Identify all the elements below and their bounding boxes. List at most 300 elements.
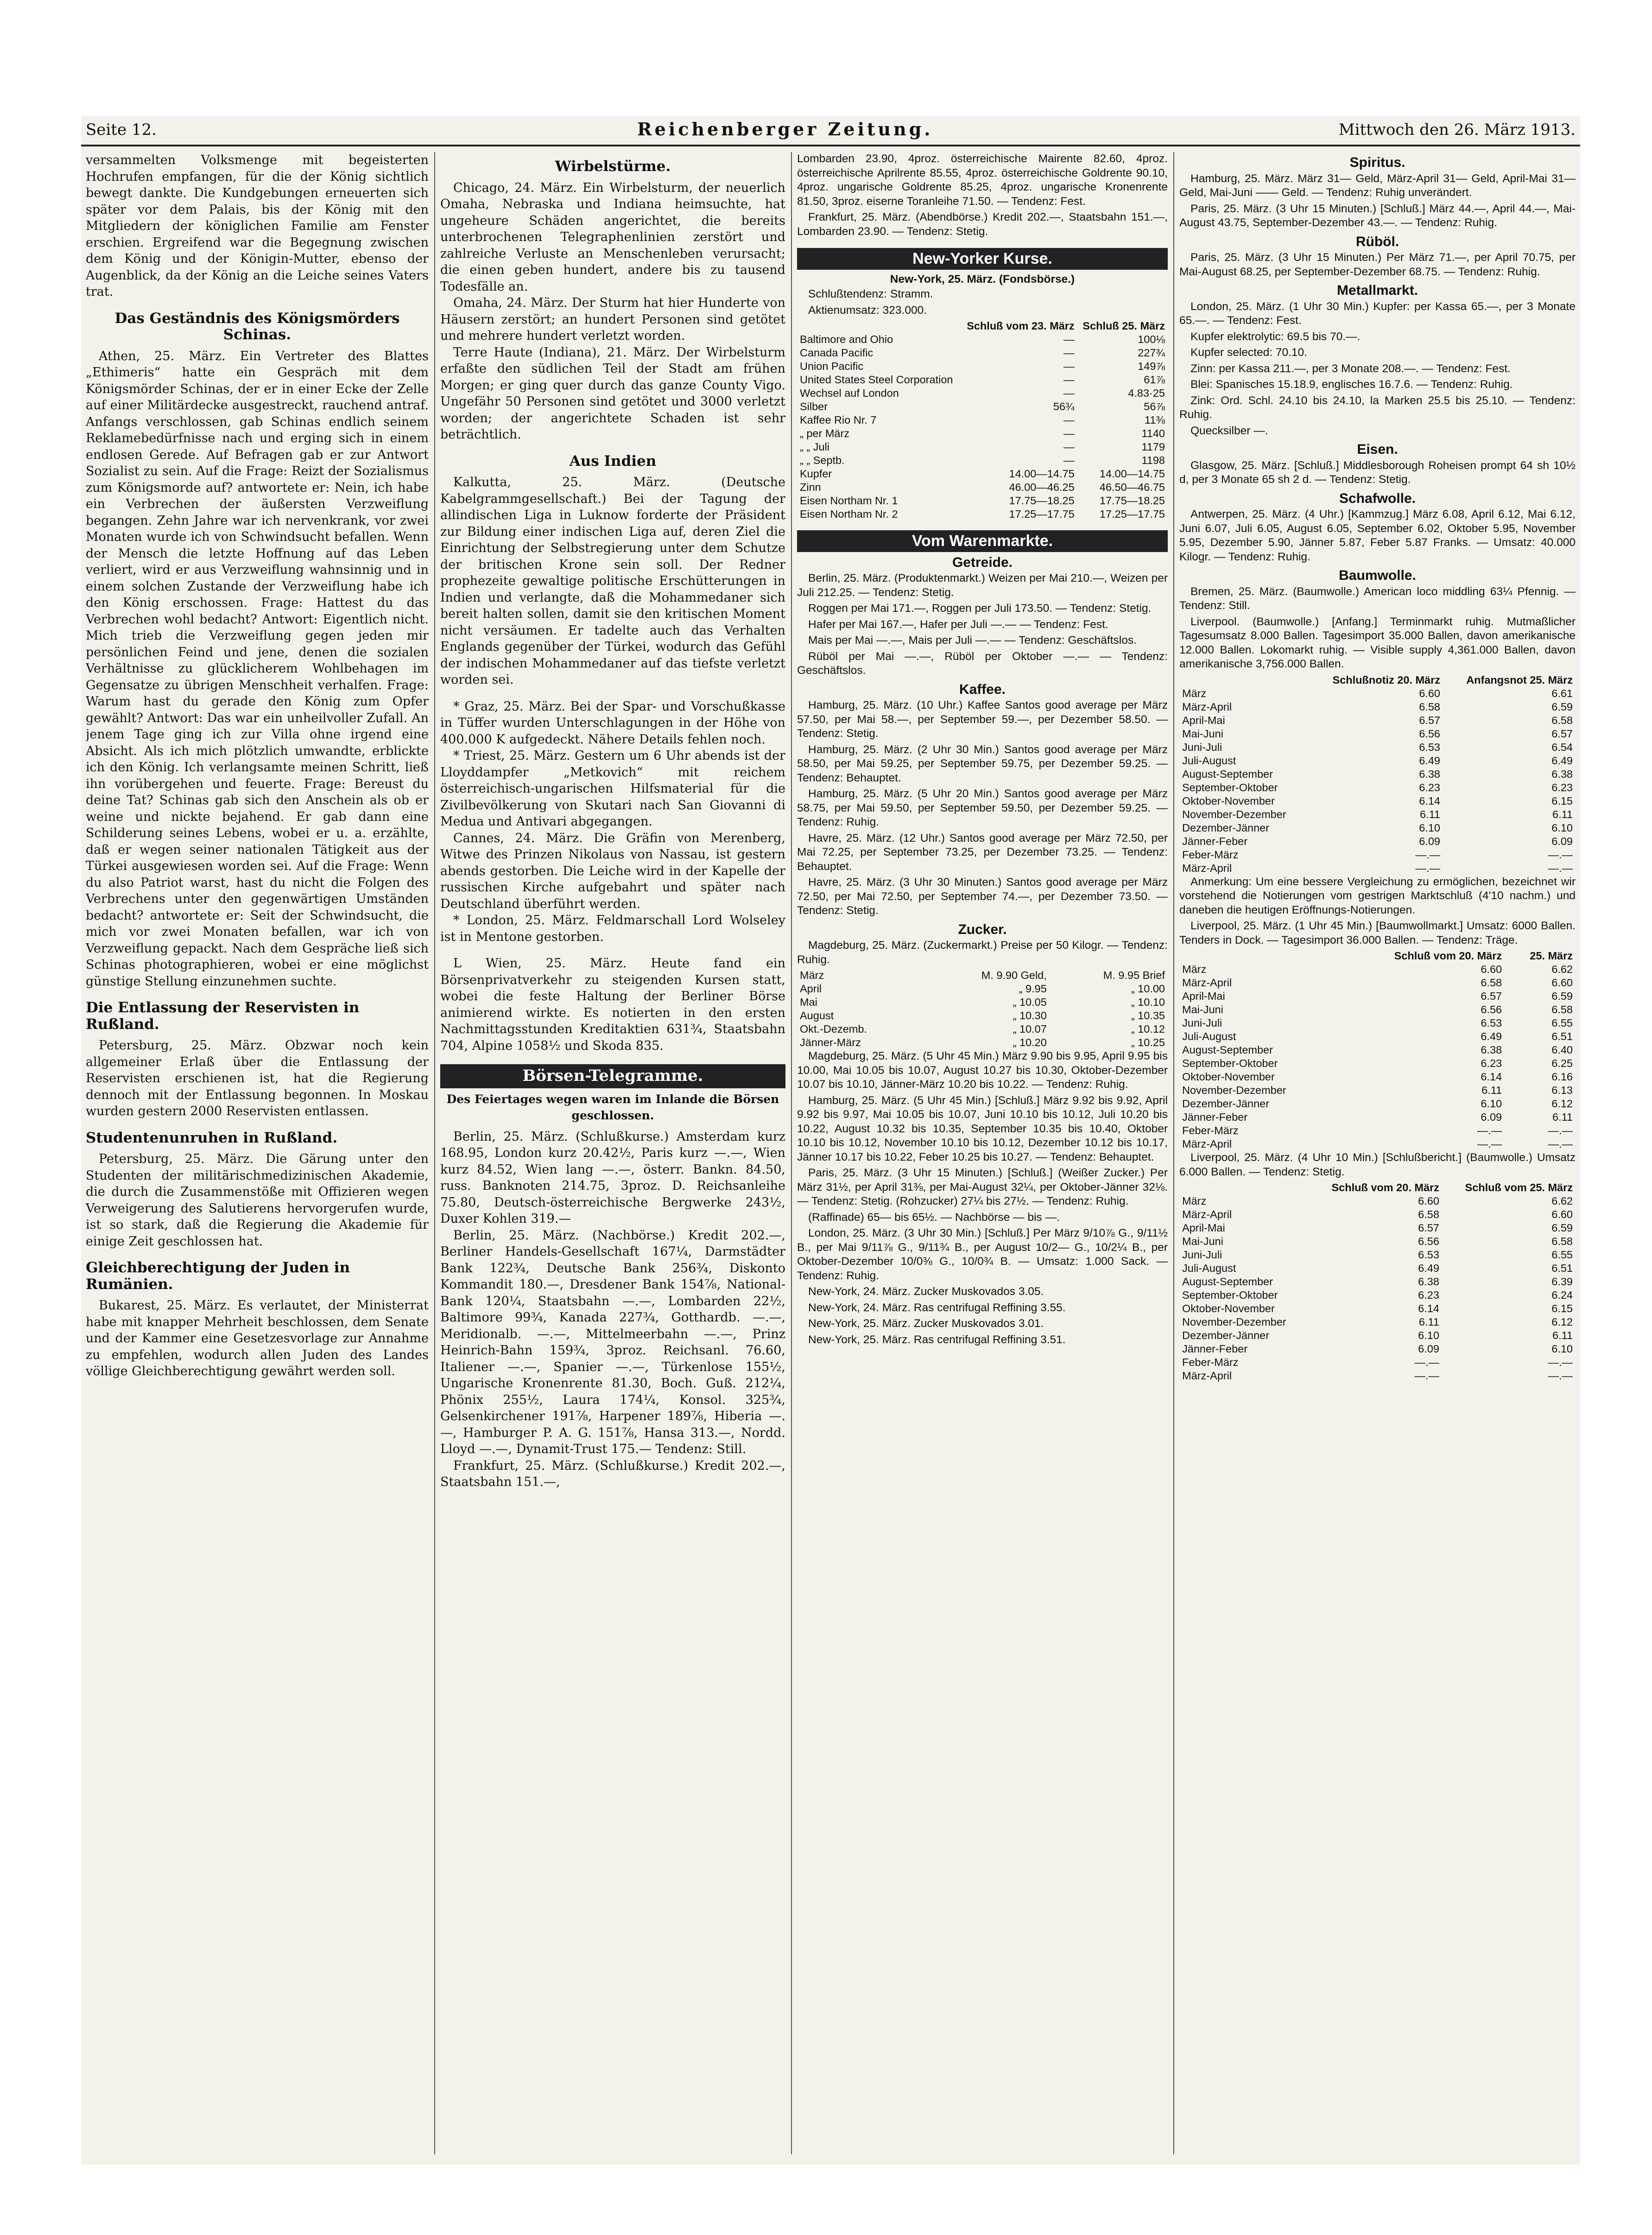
table-cell: „ 10.10: [1131, 996, 1165, 1008]
article-continuation: [86, 152, 429, 300]
table-cell: 6.38: [1419, 768, 1440, 780]
table-cell: „ 10.25: [1131, 1036, 1165, 1048]
table-row: [797, 982, 1168, 996]
table-cell: 1140: [1141, 427, 1165, 439]
table-cell: 6.61: [1551, 687, 1573, 699]
market-report: Berlin, 25. März. (Nachbörse.) Kredit 202.—, Berliner Handels-Gesellschaft 167¼, Darmstädter Bank 122¾, Deutsche Bank 256¾, Diskonto Kommandit 180.—, Dresdener Bank 154⅞, National-Bank 120¼, Staatsbahn —.—, Lombarden 22½, Baltimore 99¾, Kanada 227¾, Gotthardb. —.—, Meridionalb. —.—, Mittelmeerbahn —.—, Prinz Heinrich-Bahn 159¾, 3proz. Reichsanl. 76.60, Italiener —.—, Spanier —.—, Türkenlose 155½, Ungarische Kronenrente 81.30, Boch. Guß. 212¼, Phönix 255½, Laura 174¼, Konsol. 325¾, Gelsenkirchener 191⅞, Harpener 189⅞, Hiberia —.—, Hamburger P. A. G. 151⅞, Hansa 313.—, Nordd. Lloyd —.—, Dynamit-Trust 175.— Tendenz: Still.: [440, 1228, 785, 1456]
table-cell: —.—: [1548, 1370, 1573, 1382]
page-header: [81, 116, 1580, 144]
table-cell: Oktober-November: [1182, 794, 1275, 807]
article-title: Aus Indien: [569, 452, 657, 470]
table-cell: August-September: [1182, 1276, 1273, 1288]
table-row: [797, 508, 1168, 521]
table-header-cell: Schluß 25. März: [1082, 320, 1165, 332]
table-row: [797, 373, 1168, 387]
market-report: Frankfurt, 25. März. (Abendbörse.) Kredit 202.—, Staatsbahn 151.—, Lombarden 23.90. — Tendenz: Stetig.: [797, 211, 1168, 238]
table-cell: 6.49: [1481, 1030, 1502, 1042]
market-report: Liverpool. (Baumwolle.) [Anfang.] Terminmarkt ruhig. Mutmaßlicher Tagesumsatz 8.000 Ballen. Tagesimport 35.000 Ballen, davon amerikanische 12.000 Ballen. Lokomarkt ruhig. — Visible supply 4,361.000 Ballen, davon amerikanische 3,756.000 Ballen.: [1179, 615, 1576, 670]
market-report: Paris, 25. März. (3 Uhr 15 Minuten.) Per März 71.—, per April 70.75, per Mai-August 68.25, per September-Dezember 68.75. — Tendenz: Ruhig.: [1179, 251, 1576, 278]
table-row: [1179, 1315, 1576, 1329]
table-cell: 6.12: [1551, 1098, 1573, 1110]
table-cell: —: [1063, 360, 1075, 372]
table-cell: März-April: [1182, 1208, 1232, 1220]
table-row: [1179, 1221, 1576, 1235]
market-report: New-York, 25. März. Zucker Muskovados 3.01.: [808, 1317, 1044, 1330]
table-cell: 6.58: [1551, 714, 1573, 726]
table-cell: 6.23: [1418, 1289, 1439, 1301]
table-cell: 6.54: [1551, 741, 1573, 753]
table-header-cell: Schluß vom 20. März: [1331, 1181, 1439, 1194]
table-row: [797, 1009, 1168, 1022]
table-cell: 6.49: [1418, 1262, 1439, 1274]
table-cell: 6.09: [1551, 835, 1573, 847]
table-cell: Oktober-November: [1182, 1302, 1275, 1314]
table-cell: 6.24: [1551, 1289, 1573, 1301]
article-wirbelstuerme: [440, 159, 785, 443]
table-cell: 6.23: [1551, 781, 1573, 794]
table-header-cell: Anfangsnot 25. März: [1466, 673, 1573, 686]
table-cell: —: [1063, 374, 1075, 386]
market-report: Havre, 25. März. (3 Uhr 30 Minuten.) Santos good average per März 72.50, per Mai 72.50, per September 74.—, per Dezember 73.50. — Tendenz: Stetig.: [797, 876, 1168, 917]
table-cell: Mai-Juni: [1182, 1235, 1223, 1247]
table-cell: 6.53: [1481, 1017, 1502, 1029]
table-cell: 6.10: [1551, 1343, 1573, 1355]
table-cell: —.—: [1548, 1138, 1573, 1150]
issue-date: Mittwoch den 26. März 1913.: [1338, 121, 1576, 139]
table-row: [1179, 700, 1576, 714]
market-report: Frankfurt, 25. März. (Schlußkurse.) Kredit 202.—, Staatsbahn 151.—,: [440, 1458, 785, 1489]
table-row: [797, 467, 1168, 481]
table-cell: April: [800, 983, 822, 995]
table-cell: 17.75—18.25: [1099, 495, 1165, 507]
market-report: Hamburg, 25. März. (5 Uhr 45 Min.) [Schluß.] März 9.92 bis 9.92, April 9.92 bis 9.97, Mai 10.05 bis 10.07, Juni 10.10 bis 10.12, Juli 10.20 bis 10.22, August 10.32 bis 10.35, September 10.35 bis 10.40, Oktober 10.10 bis 10.12, November 10.10 bis 10.12, Dezember 10.12 bis 10.17, Jänner 10.17 bis 10.22, Feber 10.25 bis 10.27. — Tendenz: Behauptet.: [797, 1094, 1168, 1163]
table-row: [1179, 754, 1576, 768]
market-report: Paris, 25. März. (3 Uhr 15 Minuten.) [Schluß.] März 44.—, April 44.—, Mai-August 43.75, September-Dezember 43.—. — Tendenz: Ruhig.: [1179, 202, 1576, 229]
table-cell: Feber-März: [1182, 1356, 1239, 1368]
news-item: Cannes, 24. März. Die Gräfin von Merenberg, Witwe des Prinzen Nikolaus von Nassau, ist gestern abends gestorben. Die Leiche wird in der Kapelle der russischen Kirche aufgebahrt und später nach Deutschland überführt werden.: [440, 831, 785, 911]
table-cell: März: [1182, 1195, 1207, 1207]
table-row: [797, 996, 1168, 1009]
table-header-cell: [1179, 949, 1339, 963]
market-report: Liverpool, 25. März. (1 Uhr 45 Min.) [Baumwollmarkt.] Umsatz: 6000 Ballen. Tenders in Dock. — Tagesimport 36.000 Ballen. — Tendenz: Träge.: [1179, 920, 1576, 946]
table-cell: Juni-Juli: [1182, 1017, 1222, 1029]
table-cell: 14.00—14.75: [1099, 468, 1165, 480]
table-cell: —.—: [1548, 848, 1573, 861]
table-cell: 6.23: [1481, 1057, 1502, 1069]
zucker-section: [797, 923, 1168, 1347]
table-cell: 6.60: [1418, 1195, 1439, 1207]
newyork-table: [797, 319, 1168, 521]
table-cell: 6.62: [1551, 1195, 1573, 1207]
table-cell: „ 9.95: [1019, 983, 1047, 995]
table-cell: 61⅞: [1144, 374, 1165, 386]
section-title-warenmarkt: Vom Warenmarkte.: [797, 530, 1168, 552]
article-text: Omaha, 24. März. Der Sturm hat hier Hunderte von Häusern zerstört; an hundert Personen sind getötet und mehrere hundert verletzt worden.: [440, 296, 785, 343]
table-cell: „ 10.00: [1131, 983, 1165, 995]
table-row: [1179, 1369, 1576, 1383]
table-cell: 6.23: [1419, 781, 1440, 794]
table-row: [1179, 990, 1576, 1003]
market-report: Kupfer selected: 70.10.: [1190, 346, 1307, 359]
market-report: Blei: Spanisches 15.18.9, englisches 16.7.6. — Tendenz: Ruhig.: [1190, 378, 1513, 391]
table-cell: Dezember-Jänner: [1182, 821, 1270, 834]
table-cell: September-Oktober: [1182, 781, 1278, 794]
column-1: [86, 152, 429, 2159]
table-cell: 6.60: [1551, 977, 1573, 989]
table-cell: 56⅞: [1144, 400, 1165, 413]
table-cell: Dezember-Jänner: [1182, 1329, 1270, 1341]
table-cell: 6.56: [1419, 727, 1440, 740]
table-cell: Juni-Juli: [1182, 1249, 1222, 1261]
table-cell: März-April: [1182, 1370, 1232, 1382]
market-report: Roggen per Mai 171.—, Roggen per Juli 173.50. — Tendenz: Stetig.: [808, 602, 1152, 615]
baumwolle-section: [1179, 569, 1576, 1383]
table-cell: April-Mai: [1182, 1222, 1225, 1234]
table-cell: 6.11: [1552, 1329, 1573, 1341]
table-cell: April-Mai: [1182, 990, 1225, 1002]
table-cell: 6.11: [1552, 808, 1573, 820]
article-schinas: [86, 311, 429, 990]
table-header-cell: [1179, 673, 1309, 687]
table-cell: Silber: [800, 400, 828, 413]
table-cell: 6.57: [1551, 727, 1573, 740]
market-title: Schafwolle.: [1339, 490, 1416, 506]
table-row: [1179, 821, 1576, 835]
table-row: [1179, 848, 1576, 862]
table-cell: März-April: [1182, 977, 1232, 989]
table-header-cell: Schluß vom 25. März: [1465, 1181, 1573, 1194]
news-item: * Triest, 25. März. Gestern um 6 Uhr abends ist der Lloyddampfer „Metkovich“ mit reichem österreichisch-ungarischen Hilfsmaterial für die Zivilbevölkerung von Skutari nach San Giovanni di Medua und Antivari abgegangen.: [440, 749, 785, 829]
metallmarkt-section: [1179, 284, 1576, 438]
table-cell: —: [1063, 454, 1075, 466]
table-cell: Feber-März: [1182, 848, 1239, 861]
market-report: Lombarden 23.90, 4proz. österreichische Mairente 82.60, 4proz. österreichische Aprilrente 85.55, 4proz. österreichische Goldrente 90.10, 4proz. ungarische Goldrente 85.25, 4proz. ungarische Kronenrente 81.50, 3proz. eiserne Toranleihe 71.50. — Tendenz: Fest.: [797, 152, 1168, 208]
table-cell: 6.14: [1481, 1071, 1502, 1083]
table-cell: 6.38: [1551, 768, 1573, 780]
table-header-cell: [1179, 1181, 1309, 1194]
table-cell: —.—: [1415, 862, 1440, 874]
table-cell: „ „ Juli: [800, 441, 829, 453]
table-cell: United States Steel Corporation: [800, 374, 953, 386]
table-cell: Jänner-Feber: [1182, 1111, 1248, 1123]
market-report: Antwerpen, 25. März. (4 Uhr.) [Kammzug.] März 6.08, April 6.12, Mai 6.12, Juni 6.07, Juli 6.05, August 6.05, September 6.02, Oktober 5.95, November 5.95, Dezember 5.90, Jänner 5.87, Feber 5.87 Franks. — Umsatz: 40.000 Kilogr. — Tendenz: Ruhig.: [1179, 508, 1576, 563]
article-title: Studentenunruhen in Rußland.: [86, 1129, 338, 1146]
table-cell: 6.38: [1481, 1044, 1502, 1056]
table-row: [1179, 1342, 1576, 1356]
table-cell: Mai: [800, 996, 817, 1008]
market-title: Baumwolle.: [1339, 568, 1416, 583]
table-row: [1179, 1043, 1576, 1057]
market-report: Kupfer elektrolytic: 69.5 bis 70.—.: [1190, 330, 1361, 343]
table-cell: 6.25: [1551, 1057, 1573, 1069]
market-report: New-York, 24. März. Zucker Muskovados 3.05.: [808, 1285, 1044, 1298]
table-cell: —: [1063, 427, 1075, 439]
article-title: Gleichberechtigung der Juden in Rumänien.: [86, 1259, 350, 1293]
table-cell: 6.53: [1418, 1249, 1439, 1261]
table-cell: August-September: [1182, 1044, 1273, 1056]
table-cell: —.—: [1548, 1356, 1573, 1368]
market-title: Zucker.: [958, 921, 1007, 937]
market-report: Hamburg, 25. März. (2 Uhr 30 Min.) Santos good average per März 58.50, per Mai 59.25, per September 59.75, per Dezember 59.25. — Tendenz: Behauptet.: [797, 743, 1168, 784]
table-cell: 6.10: [1418, 1329, 1439, 1341]
table-cell: 6.59: [1551, 700, 1573, 713]
table-cell: —.—: [1414, 1356, 1439, 1368]
table-cell: 1179: [1141, 441, 1165, 453]
table-row: [1179, 687, 1576, 700]
column-2: [440, 152, 785, 2159]
baumwolle-table-2: [1179, 949, 1576, 1151]
table-cell: 6.59: [1551, 990, 1573, 1002]
table-cell: 6.57: [1418, 1222, 1439, 1234]
market-report: Bremen, 25. März. (Baumwolle.) American loco middling 63¼ Pfennig. — Tendenz: Still.: [1179, 585, 1576, 612]
table-cell: 6.14: [1419, 794, 1440, 807]
kaffee-section: [797, 683, 1168, 918]
table-cell: 6.11: [1552, 1111, 1573, 1123]
section-title-newyork: New-Yorker Kurse.: [797, 248, 1168, 270]
table-cell: März-April: [1182, 862, 1232, 874]
table-cell: 6.53: [1419, 741, 1440, 753]
table-row: [1179, 727, 1576, 741]
market-report: Zinn: per Kassa 211.—, per 3 Monate 208.—. — Tendenz: Fest.: [1190, 362, 1511, 375]
table-cell: 17.75—18.25: [1009, 495, 1075, 507]
article-studenten: [86, 1130, 429, 1250]
table-cell: 6.40: [1551, 1044, 1573, 1056]
market-title: Spiritus.: [1349, 155, 1405, 170]
table-row: [797, 427, 1168, 440]
table-row: [797, 413, 1168, 427]
table-cell: 6.38: [1418, 1276, 1439, 1288]
table-cell: „ 10.12: [1131, 1023, 1165, 1035]
getreide-section: [797, 556, 1168, 678]
table-cell: 6.10: [1419, 821, 1440, 834]
table-cell: 6.09: [1418, 1343, 1439, 1355]
market-subtitle: New-York, 25. März. (Fondsbörse.): [890, 273, 1075, 286]
table-cell: Kupfer: [800, 468, 832, 480]
news-item: * Graz, 25. März. Bei der Spar- und Vorschußkasse in Tüffer wurden Unterschlagungen in der Höhe von 400.000 K aufgedeckt. Nähere Details fehlen noch.: [440, 699, 785, 747]
table-cell: Jänner-März: [800, 1036, 861, 1048]
table-cell: März: [1182, 963, 1207, 975]
table-cell: Baltimore and Ohio: [800, 333, 893, 345]
market-note: Anmerkung: Um eine bessere Vergleichung zu ermöglichen, bezeichnet wir vorstehend die Notierungen vom gestrigen Marktschluß (4'10 nachm.) und daneben die heutigen Eröffnungs-Notierungen.: [1179, 875, 1576, 916]
table-cell: „ per März: [800, 427, 850, 439]
table-cell: —.—: [1414, 1370, 1439, 1382]
table-cell: 6.58: [1481, 977, 1502, 989]
page-number: Seite 12.: [86, 121, 157, 139]
table-cell: März-April: [1182, 700, 1232, 713]
table-cell: Feber-März: [1182, 1124, 1239, 1137]
table-cell: Juli-August: [1182, 754, 1236, 767]
article-juden: [86, 1260, 429, 1380]
table-row: [797, 481, 1168, 494]
table-cell: 100⅛: [1138, 333, 1165, 345]
table-cell: 6.60: [1481, 963, 1502, 975]
table-cell: 6.57: [1419, 714, 1440, 726]
table-row: [1179, 1262, 1576, 1275]
table-cell: 6.15: [1551, 1302, 1573, 1314]
table-row: [1179, 1356, 1576, 1369]
table-row: [1179, 1289, 1576, 1302]
table-cell: 6.56: [1418, 1235, 1439, 1247]
table-cell: —.—: [1477, 1124, 1502, 1137]
table-cell: —: [1063, 414, 1075, 426]
table-row: [1179, 714, 1576, 727]
table-cell: Eisen Northam Nr. 2: [800, 508, 898, 520]
table-cell: April-Mai: [1182, 714, 1225, 726]
table-cell: 6.62: [1551, 963, 1573, 975]
table-cell: 6.11: [1419, 808, 1440, 820]
table-row: [1179, 1235, 1576, 1248]
article-text: Athen, 25. März. Ein Vertreter des Blattes „Ethimeris“ hatte ein Gespräch mit dem Königsmörder Schinas, der er in einer Ecke der Zelle auf einer Militärdecke ausgestreckt, rauchend antraf. Anfangs verschlossen, gab Schinas endlich seinem Reklamebedürfnisse nach und erging sich in einem endlosen Gerede. Auf Befragen gab er zur Antwort Sozialist zu sein. Auf die Frage: Reizt der Sozialismus zum Königsmorde auf? antwortete er: Nein, ich habe ein Verbrechen der äußersten Verzweiflung begangen. Zehn Jahre war ich nervenkrank, vor zwei Monaten wurde ich von Schwindsucht befallen. Wenn der Mensch die letzte Hoffnung auf das Leben verliert, wird er aus Verzweiflung wahnsinnig und in einem solchen Zustande der Verzweiflung habe ich den König erschossen. Frage: Hattest du das Verbrechen wohl bedacht? Antwort: Eigentlich nicht. Mich trieb die Verzweiflung gegen jeden mir persönlichen Feind und jene, denen die sozialen Verhältnisse zu glücklicherem Wohlbehagen im Gegensatze zu übrigen Menschheit verhalfen. Frage: Warum hast du gerade den König zum Opfer gewählt? Antwort: Das war ein unheilvoller Zufall. An jenem Tage ging ich zur Villa ohne irgend eine Absicht. Als ich mich plötzlich umwandte, erblickte ich den König. Ich verlangsamte meinen Schritt, ließ ihn vorübergehen und feuerte. Frage: Bereust du deine Tat? Schinas gab sich den Anschein als ob er weine und nickte bejahend. Er gab dann eine Schilderung seines Lebens, wobei er u. a. erzählte, daß er wegen seiner nationalen Tätigkeit aus der Türkei ausgewiesen worden sei. Auf die Frage: Wenn du also Patriot warst, hast du nicht die Folgen des Verbrechens unter den gegenwärtigen Umständen bedacht? antwortete er: Seit der Schwindsucht, die mich vor zwei Monaten befallen, war ich von Verzweiflung gepackt. Nach dem Gespräche ließ sich Schinas photographieren, wobei er eine möglichst günstige Stellung einzunehmen suchte.: [86, 349, 429, 989]
table-cell: 6.11: [1418, 1316, 1439, 1328]
table-header-cell: 25. März: [1530, 950, 1573, 962]
market-report: Paris, 25. März. (3 Uhr 15 Minuten.) [Schluß.] (Weißer Zucker.) Per März 31½, per April 31⅜, per Mai-August 32¼, per Oktober-Jänner 32⅛. — Tendenz: Stetig. (Rohzucker) 27¼ bis 27½. — Tendenz: Ruhig.: [797, 1167, 1168, 1207]
table-cell: August: [800, 1010, 834, 1022]
table-cell: —.—: [1548, 862, 1573, 874]
market-report: Liverpool, 25. März. (4 Uhr 10 Min.) [Schlußbericht.] (Baumwolle.) Umsatz 6.000 Ballen. — Tendenz: Stetig.: [1179, 1151, 1576, 1178]
article-reservisten: [86, 1000, 429, 1120]
table-cell: März: [800, 969, 824, 981]
table-cell: August-September: [1182, 768, 1273, 780]
market-report: New-York, 24. März. Ras centrifugal Reffining 3.55.: [808, 1301, 1066, 1314]
article-text: Bukarest, 25. März. Es verlautet, der Ministerrat habe mit knapper Mehrheit beschlossen, dem Senate und der Kammer eine Gesetzesvorlage zur Annahme zu empfehlen, wodurch allen Juden des Landes völlige Gleichberechtigung gewährt werden soll.: [86, 1298, 429, 1378]
column-divider: [1173, 152, 1174, 2154]
table-cell: 6.58: [1419, 700, 1440, 713]
table-row: [1179, 741, 1576, 754]
table-row: [797, 387, 1168, 400]
table-cell: November-Dezember: [1182, 808, 1286, 820]
table-row: [1179, 835, 1576, 848]
table-row: [1179, 768, 1576, 781]
market-report: Quecksilber —.: [1190, 424, 1268, 437]
table-cell: Jänner-Feber: [1182, 835, 1248, 847]
table-cell: 6.60: [1551, 1208, 1573, 1220]
article-text: Petersburg, 25. März. Die Gärung unter den Studenten der militärischmedizinischen Akademie, die durch die Zusammenstöße mit Offizieren wegen Verweigerung des Salutierens hervorgerufen wurde, ist so stark, daß die Regierung die Akademie für einige Zeit geschlossen hat.: [86, 1152, 429, 1249]
article-text: Chicago, 24. März. Ein Wirbelsturm, der neuerlich Omaha, Nebraska und Indiana heimsuchte, hat ungeheure Schäden angerichtet, die bereits unterbrochenen Telegraphenlinien zerstört und zahlreiche Verluste an Menschenleben verursacht; die einen geben hundert, andere bis zu tausend Todesfälle an.: [440, 180, 785, 294]
market-report: Zink: Ord. Schl. 24.10 bis 24.10, la Marken 25.5 bis 25.10. — Tendenz: Ruhig.: [1179, 394, 1576, 421]
market-title: Rüböl.: [1355, 234, 1399, 249]
table-header-cell: [797, 319, 961, 333]
column-3: [797, 152, 1168, 2159]
market-report: Havre, 25. März. (12 Uhr.) Santos good average per März 72.50, per Mai 72.25, per September 73.25, per Dezember 73.25. — Tendenz: Behauptet.: [797, 832, 1168, 873]
market-report: London, 25. März. (3 Uhr 30 Min.) [Schluß.] Per März 9/10⅞ G., 9/11½ B., per Mai 9/11⅞ G., 9/11¾ B., per August 10/2— G., 10/2¼ B., per Oktober-Dezember 10/0⅜ G., 10/0¾ B. — Umsatz: 1.000 Sack. — Tendenz: Ruhig.: [797, 1227, 1168, 1282]
news-wien: [440, 955, 785, 1054]
table-row: [1179, 976, 1576, 990]
baumwolle-table-1: [1179, 673, 1576, 875]
table-cell: 6.12: [1551, 1316, 1573, 1328]
table-cell: Juni-Juli: [1182, 741, 1222, 753]
table-header-cell: Schluß vom 23. März: [967, 320, 1075, 332]
section-note: Des Feiertages wegen waren im Inlande die Börsen geschlossen.: [446, 1092, 779, 1122]
table-row: [1179, 794, 1576, 808]
table-row: [1179, 1030, 1576, 1043]
market-report: Berlin, 25. März. (Produktenmarkt.) Weizen per Mai 210.—, Weizen per Juli 212.25. — Tendenz: Stetig.: [797, 572, 1168, 599]
column-divider: [434, 152, 435, 2154]
market-report: Hamburg, 25. März. (10 Uhr.) Kaffee Santos good average per März 57.50, per Mai 58.—, per September 59.—, per Dezember 58.50. — Tendenz: Stetig.: [797, 699, 1168, 740]
newspaper-page: [81, 116, 1580, 2165]
article-text: Petersburg, 25. März. Obzwar noch kein allgemeiner Erlaß über die Entlassung der Reservisten erschienen ist, hat die Regierung dennoch mit der Entlassung begonnen. In Moskau wurden gestern 2000 Reservisten entlassen.: [86, 1038, 429, 1118]
news-item: * London, 25. März. Feldmarschall Lord Wolseley ist in Mentone gestorben.: [440, 913, 785, 944]
table-row: [797, 346, 1168, 360]
table-cell: 46.00—46.25: [1009, 481, 1075, 493]
masthead: Reichenberger Zeitung.: [637, 119, 933, 140]
table-row: [1179, 1057, 1576, 1070]
table-cell: M. 9.90 Geld,: [981, 969, 1047, 981]
market-report: New-York, 25. März. Ras centrifugal Reffining 3.51.: [808, 1333, 1066, 1346]
table-header-cell: Schluß vom 20. März: [1394, 950, 1502, 962]
baumwolle-table-3: [1179, 1181, 1576, 1383]
table-cell: —.—: [1415, 848, 1440, 861]
table-row: [1179, 1124, 1576, 1137]
table-cell: 6.58: [1551, 1235, 1573, 1247]
table-cell: 149⅞: [1138, 360, 1165, 372]
table-cell: Juli-August: [1182, 1030, 1236, 1042]
market-line: Aktienumsatz: 323.000.: [808, 304, 927, 317]
table-row: [1179, 862, 1576, 875]
market-report: (Raffinade) 65— bis 65½. — Nachbörse — bis —.: [808, 1211, 1060, 1224]
boersen-telegramme: [440, 1129, 785, 1491]
table-cell: 6.49: [1419, 754, 1440, 767]
table-row: [1179, 1070, 1576, 1084]
table-cell: Oktober-November: [1182, 1071, 1275, 1083]
table-cell: 46.50—46.75: [1099, 481, 1165, 493]
market-report: Hamburg, 25. März. März 31— Geld, März-April 31— Geld, April-Mai 31— Geld, Mai-Juni —— Geld. — Tendenz: Ruhig unverändert.: [1179, 172, 1576, 199]
table-cell: 11⅜: [1145, 414, 1165, 426]
table-row: [797, 1022, 1168, 1036]
table-cell: „ 10.30: [1013, 1010, 1047, 1022]
table-cell: Canada Pacific: [800, 347, 873, 359]
table-cell: Kaffee Rio Nr. 7: [800, 414, 877, 426]
market-report: Berlin, 25. März. (Schlußkurse.) Amsterdam kurz 168.95, London kurz 20.42½, Paris kurz —.—, Wien kurz 84.52, Wien lang —.—, österr. Bankn. 84.50, russ. Banknoten 214.75, 3proz. D. Reichsanleihe 75.80, Deutsch-österreichische Bergwerke 243½, Duxer Kohlen 319.—: [440, 1129, 785, 1226]
market-report: Magdeburg, 25. März. (Zuckermarkt.) Preise per 50 Kilogr. — Tendenz: Ruhig.: [797, 939, 1168, 966]
table-row: [1179, 1111, 1576, 1124]
table-cell: Mai-Juni: [1182, 727, 1223, 740]
table-row: [797, 400, 1168, 413]
rueboel-section: [1179, 235, 1576, 279]
table-cell: „ 10.35: [1131, 1010, 1165, 1022]
table-row: [797, 360, 1168, 373]
table-cell: November-Dezember: [1182, 1316, 1286, 1328]
market-report: Mais per Mai —.—, Mais per Juli —.— — Tendenz: Geschäftslos.: [808, 634, 1137, 647]
header-rule: [81, 145, 1580, 146]
table-header-cell: Schlußnotiz 20. März: [1332, 673, 1440, 686]
table-row: [1179, 1016, 1576, 1030]
table-cell: Juli-August: [1182, 1262, 1236, 1274]
table-cell: September-Oktober: [1182, 1057, 1278, 1069]
table-cell: 6.09: [1481, 1111, 1502, 1123]
table-row: [1179, 808, 1576, 821]
news-briefs: [440, 698, 785, 946]
eisen-section: [1179, 443, 1576, 487]
market-report: Rüböl per Mai —.—, Rüböl per Oktober —.— — Tendenz: Geschäftslos.: [797, 650, 1168, 677]
table-row: [1179, 1097, 1576, 1111]
table-row: [1179, 781, 1576, 794]
table-cell: 6.55: [1551, 1249, 1573, 1261]
table-cell: 6.51: [1551, 1262, 1573, 1274]
article-text: Terre Haute (Indiana), 21. März. Der Wirbelsturm erfaßte den südlichen Teil der Stadt am frühen Morgen; er ging quer durch das ganze County Vigo. Ungefähr 50 Personen sind getötet und 3000 verletzt worden; der angerichtete Schaden ist sehr beträchtlich.: [440, 345, 785, 442]
table-cell: 6.56: [1481, 1003, 1502, 1016]
market-title: Kaffee.: [959, 681, 1006, 697]
table-cell: —: [1063, 333, 1075, 345]
table-cell: 6.39: [1551, 1276, 1573, 1288]
table-cell: September-Oktober: [1182, 1289, 1278, 1301]
market-report: Glasgow, 25. März. [Schluß.] Middlesborough Roheisen prompt 64 sh 10½ d, per 3 Monate 65 sh 2 d. — Tendenz: Stetig.: [1179, 459, 1576, 486]
table-cell: 4.83·25: [1128, 387, 1165, 399]
table-cell: Union Pacific: [800, 360, 864, 372]
boersen-continuation: [797, 152, 1168, 239]
article-text: Kalkutta, 25. März. (Deutsche Kabelgrammgesellschaft.) Bei der Tagung der allindischen Liga in Luknow forderte der Präsident zur Bildung einer indischen Liga auf, deren Ziel die Einrichtung der Selbstregierung unter dem Schutze der britischen Krone sein soll. Der Redner prophezeite gewaltige politische Erschütterungen in Indien und verlangte, daß die Mohammedaner sich bereit halten sollen, damit sie den kritischen Moment nicht versäumen. Er tadelte auch das Verhalten Englands gegenüber der Türkei, wodurch das Gefühl der indischen Mohammedaner auf das tiefste verletzt worden sei.: [440, 475, 785, 687]
table-row: [1179, 963, 1576, 976]
table-cell: —: [1063, 441, 1075, 453]
